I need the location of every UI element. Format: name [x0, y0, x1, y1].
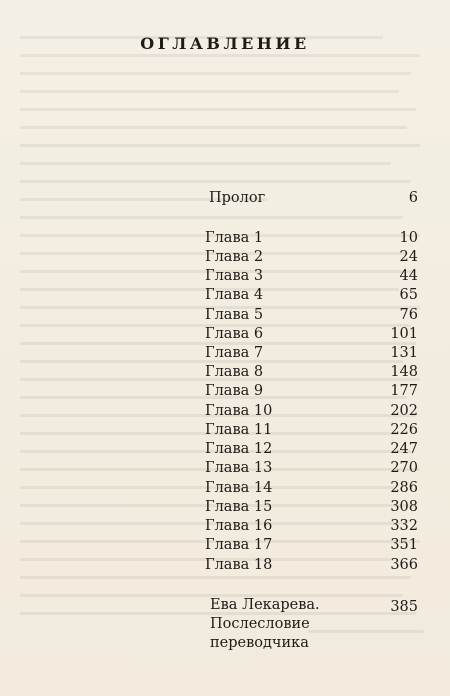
- toc-heading: ОГЛАВЛЕНИЕ: [140, 34, 310, 53]
- toc-entry[interactable]: [0, 458, 450, 478]
- toc-page-number: 286: [390, 480, 418, 496]
- afterword-line-3: переводчика: [210, 635, 309, 651]
- toc-page-number: 308: [390, 499, 418, 515]
- toc-page-number: 6: [408, 190, 418, 206]
- toc-chapter-label: Глава 14: [205, 480, 273, 496]
- toc-chapter-label: Глава 18: [205, 557, 273, 573]
- toc-entry[interactable]: [0, 497, 450, 517]
- toc-chapter-label: Пролог: [209, 190, 266, 206]
- toc-page-number: 131: [390, 345, 418, 361]
- toc-chapter-label: Глава 12: [205, 441, 273, 457]
- afterword-line-2: Послесловие: [210, 616, 310, 632]
- toc-entry[interactable]: [0, 266, 450, 286]
- toc-page-number: 385: [390, 599, 418, 615]
- toc-chapter-label: Глава 6: [205, 326, 264, 342]
- toc-chapter-label: Глава 1: [205, 230, 264, 246]
- toc-page-number: 202: [390, 403, 418, 419]
- toc-entry[interactable]: [0, 362, 450, 382]
- toc-page-number: 24: [399, 249, 418, 265]
- toc-entry[interactable]: [0, 228, 450, 248]
- toc-entry[interactable]: [0, 555, 450, 575]
- toc-chapter-label: Глава 10: [205, 403, 273, 419]
- toc-entry[interactable]: [0, 381, 450, 401]
- toc-chapter-label: Глава 9: [205, 383, 264, 399]
- toc-page-number: 351: [390, 537, 418, 553]
- toc-page-number: 270: [390, 460, 418, 476]
- toc-chapter-label: Глава 16: [205, 518, 273, 534]
- toc-entry[interactable]: [0, 401, 450, 421]
- toc-entry[interactable]: [0, 188, 450, 208]
- toc-entry[interactable]: [0, 324, 450, 344]
- toc-chapter-label: Глава 11: [205, 422, 273, 438]
- afterword-title: [210, 596, 320, 653]
- toc-entry[interactable]: [0, 516, 450, 536]
- toc-chapter-label: Глава 17: [205, 537, 273, 553]
- afterword-author: Ева Лекарева.: [210, 597, 320, 613]
- toc-chapter-label: Глава 3: [205, 268, 264, 284]
- toc-page-number: 148: [390, 364, 418, 380]
- toc-page-number: 366: [390, 557, 418, 573]
- toc-entry[interactable]: [0, 285, 450, 305]
- toc-page-number: 101: [390, 326, 418, 342]
- toc-entry[interactable]: [0, 478, 450, 498]
- toc-entry[interactable]: [0, 439, 450, 459]
- toc-chapter-label: Глава 15: [205, 499, 273, 515]
- toc-chapter-label: Глава 4: [205, 287, 264, 303]
- toc-entry[interactable]: [0, 420, 450, 440]
- toc-entry[interactable]: [0, 305, 450, 325]
- toc-page-number: 177: [390, 383, 418, 399]
- toc-page-number: 44: [399, 268, 418, 284]
- toc-entry[interactable]: [0, 247, 450, 267]
- toc-entry[interactable]: [0, 343, 450, 363]
- toc-chapter-label: Глава 13: [205, 460, 273, 476]
- toc-page-number: 65: [399, 287, 418, 303]
- toc-page-number: 10: [399, 230, 418, 246]
- toc-page-number: 76: [399, 307, 418, 323]
- toc-page-number: 332: [390, 518, 418, 534]
- toc-chapter-label: Глава 5: [205, 307, 264, 323]
- toc-chapter-label: Глава 7: [205, 345, 264, 361]
- toc-chapter-label: Глава 8: [205, 364, 264, 380]
- toc-page-number: 247: [390, 441, 418, 457]
- toc-chapter-label: Глава 2: [205, 249, 264, 265]
- toc-page-number: 226: [390, 422, 418, 438]
- toc-entry[interactable]: [0, 535, 450, 555]
